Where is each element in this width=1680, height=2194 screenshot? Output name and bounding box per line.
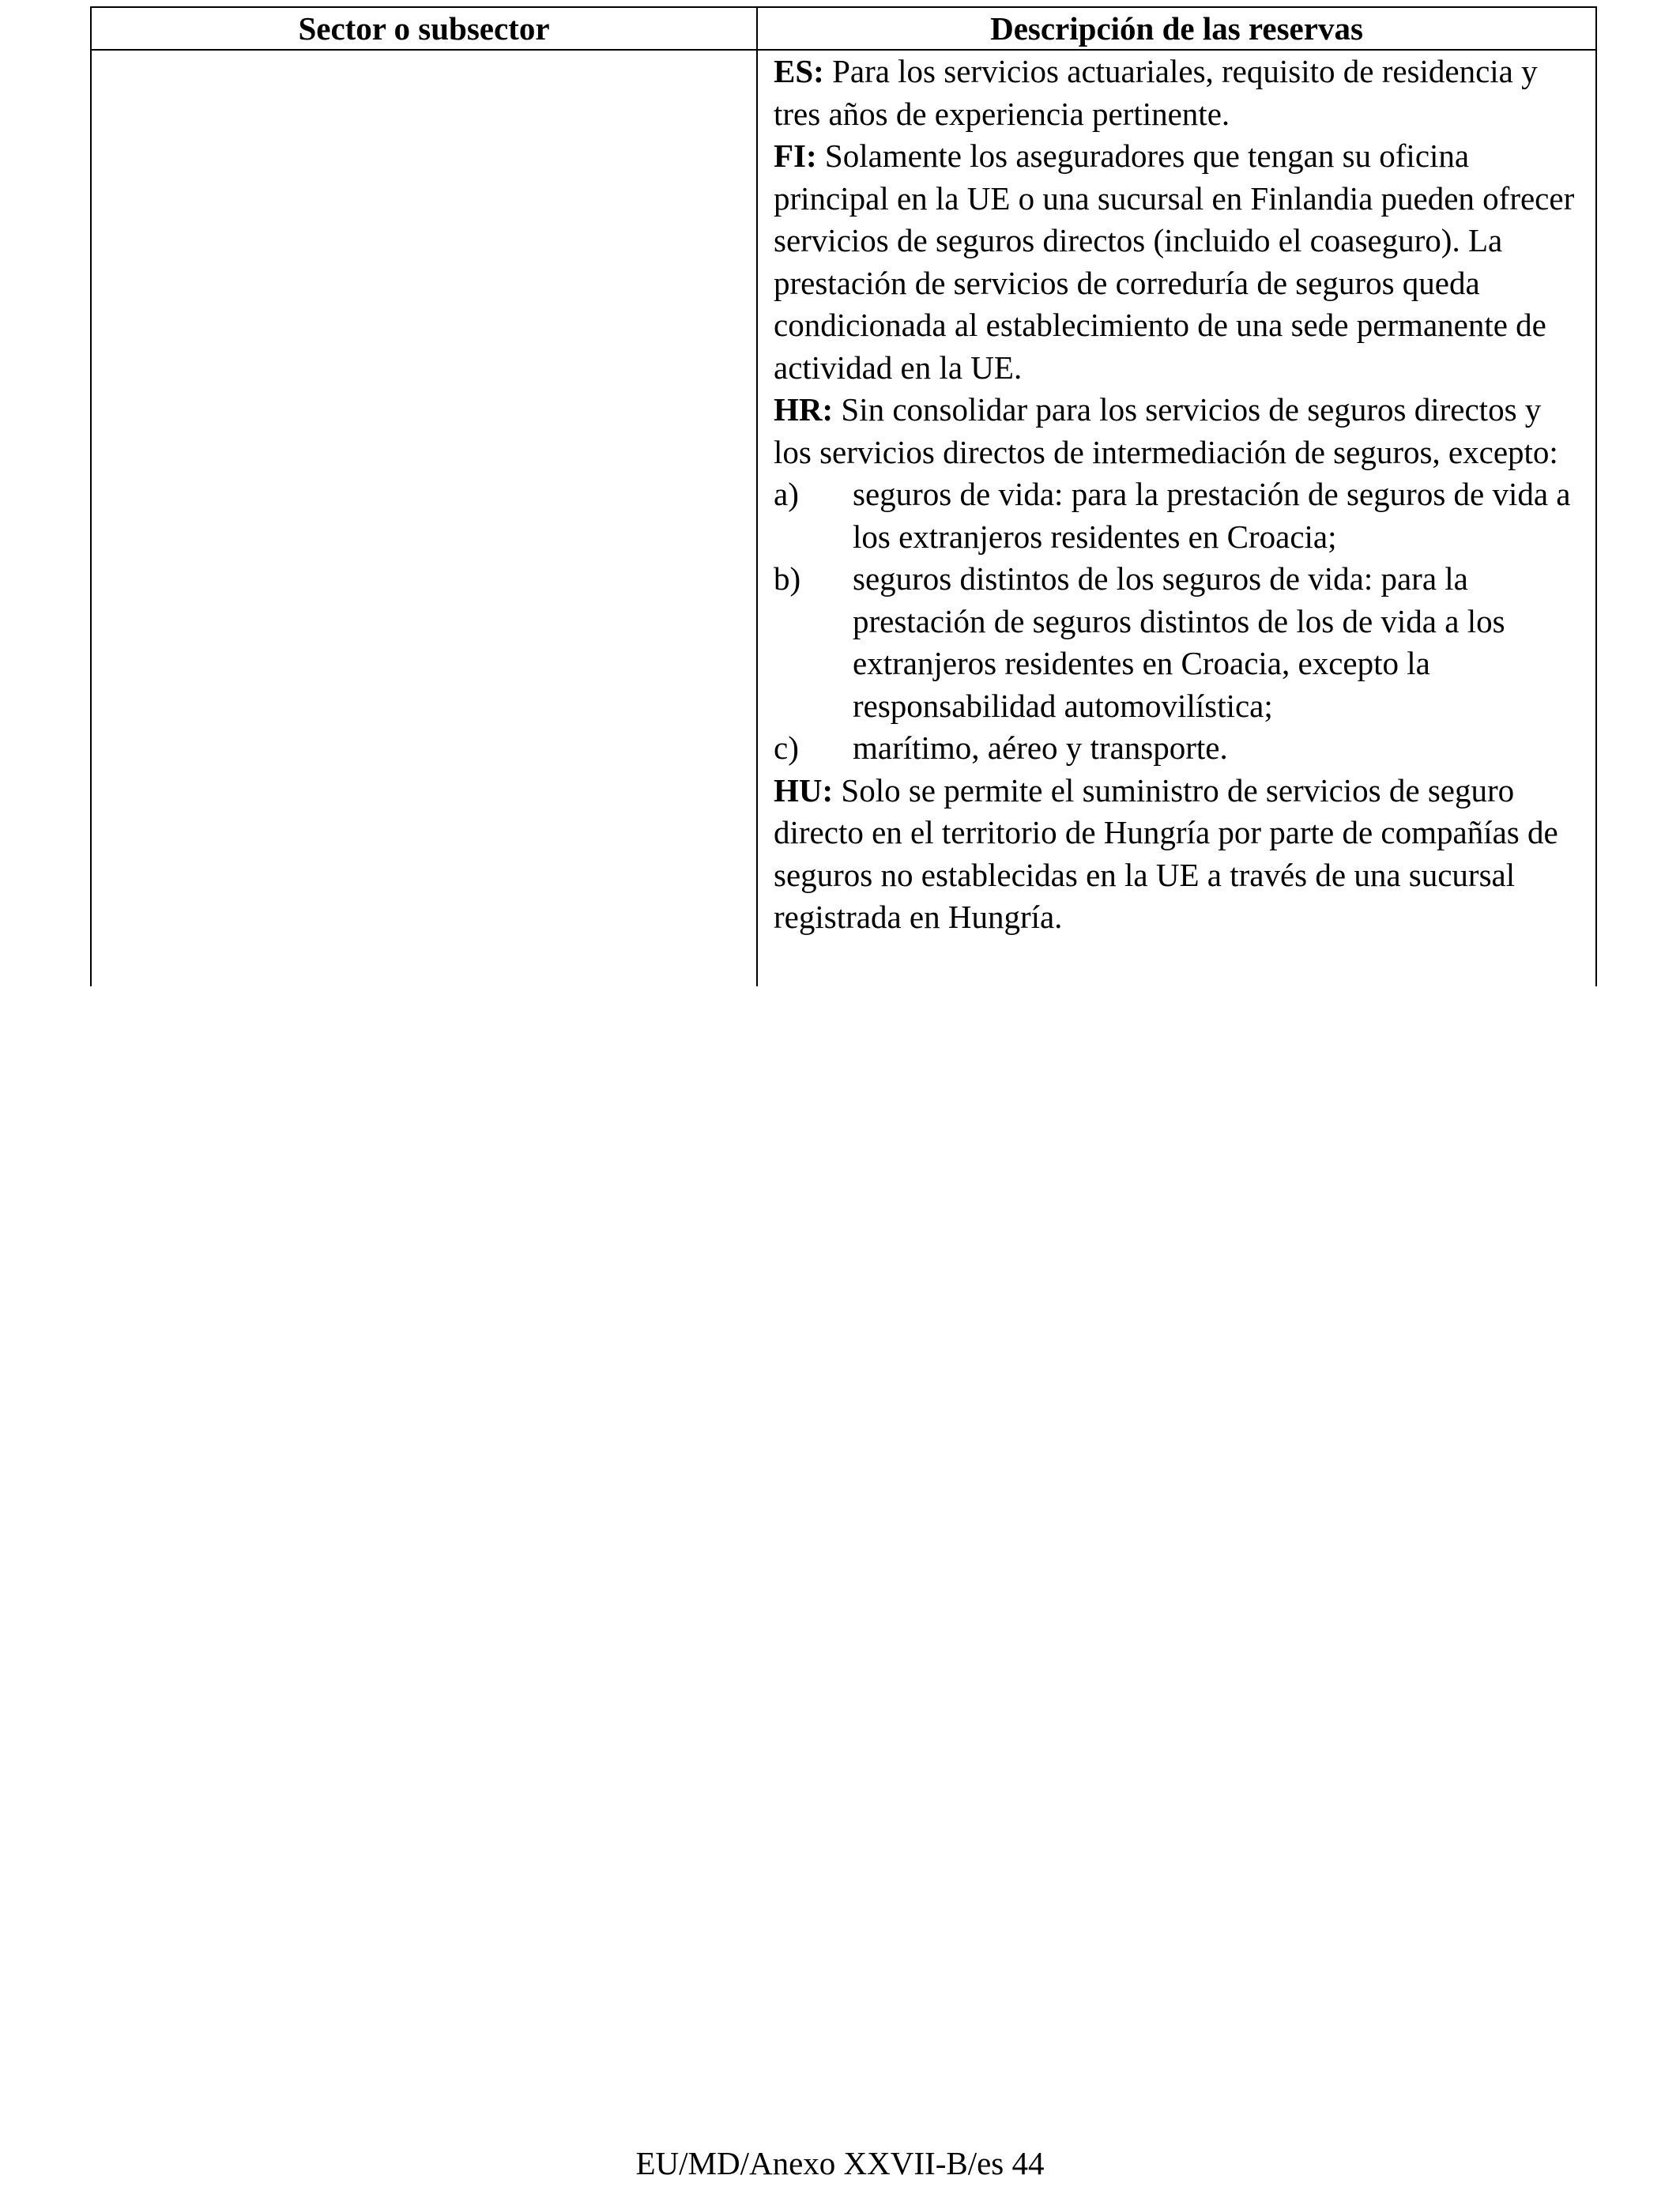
list-item-b — [774, 558, 1580, 727]
reservation-fi — [774, 135, 1580, 389]
reservation-hr-text: Sin consolidar para los servicios de seguros directos y los servicios directos de intermediación de seguros, excepto: — [774, 391, 1558, 470]
list-item-c — [774, 727, 1580, 770]
header-sector: Sector o subsector — [91, 7, 757, 50]
reservation-fi-text: Solamente los aseguradores que tengan su oficina principal en la UE o una sucursal en Finlandia pueden ofrecer servicios de seguros directos (incluido el coaseguro). La prestación de servicios de correduría de seguros queda condicionada al establecimiento de una sede permanente de actividad en la UE. — [774, 138, 1575, 386]
list-item-text: seguros distintos de los seguros de vida: para la prestación de seguros distintos de los de vida a los extranjeros residentes en Croacia, excepto la responsabilidad automovilística; — [853, 560, 1505, 724]
country-code-hr: HR: — [774, 391, 834, 428]
list-item-label: b) — [774, 560, 801, 597]
table-header-row — [91, 7, 1596, 50]
reservation-es-text: Para los servicios actuariales, requisito de residencia y tres años de experiencia pertinente. — [774, 53, 1538, 132]
list-item-a — [774, 473, 1580, 558]
list-item-text: seguros de vida: para la prestación de seguros de vida a los extranjeros residentes en Croacia; — [853, 476, 1571, 555]
country-code-hu: HU: — [774, 771, 834, 809]
table-row — [91, 50, 1596, 986]
reservations-table — [90, 6, 1597, 986]
header-description: Descripción de las reservas — [757, 7, 1596, 50]
reservation-hr — [774, 389, 1580, 473]
reservation-hu — [774, 770, 1580, 939]
list-item-label: a) — [774, 476, 799, 512]
reservation-es — [774, 51, 1580, 135]
list-item-text: marítimo, aéreo y transporte. — [853, 729, 1228, 766]
description-cell — [757, 50, 1596, 986]
reservation-hu-text: Solo se permite el suministro de servicios de seguro directo en el territorio de Hungría por parte de compañías de seguros no establecidas en la UE a través de una sucursal registrada en Hungría. — [774, 771, 1558, 935]
country-code-fi: FI: — [774, 138, 817, 174]
sector-cell — [91, 50, 757, 986]
list-item-label: c) — [774, 729, 799, 766]
page-footer: EU/MD/Anexo XXVII-B/es 44 — [635, 2145, 1045, 2181]
country-code-es: ES: — [774, 53, 824, 89]
